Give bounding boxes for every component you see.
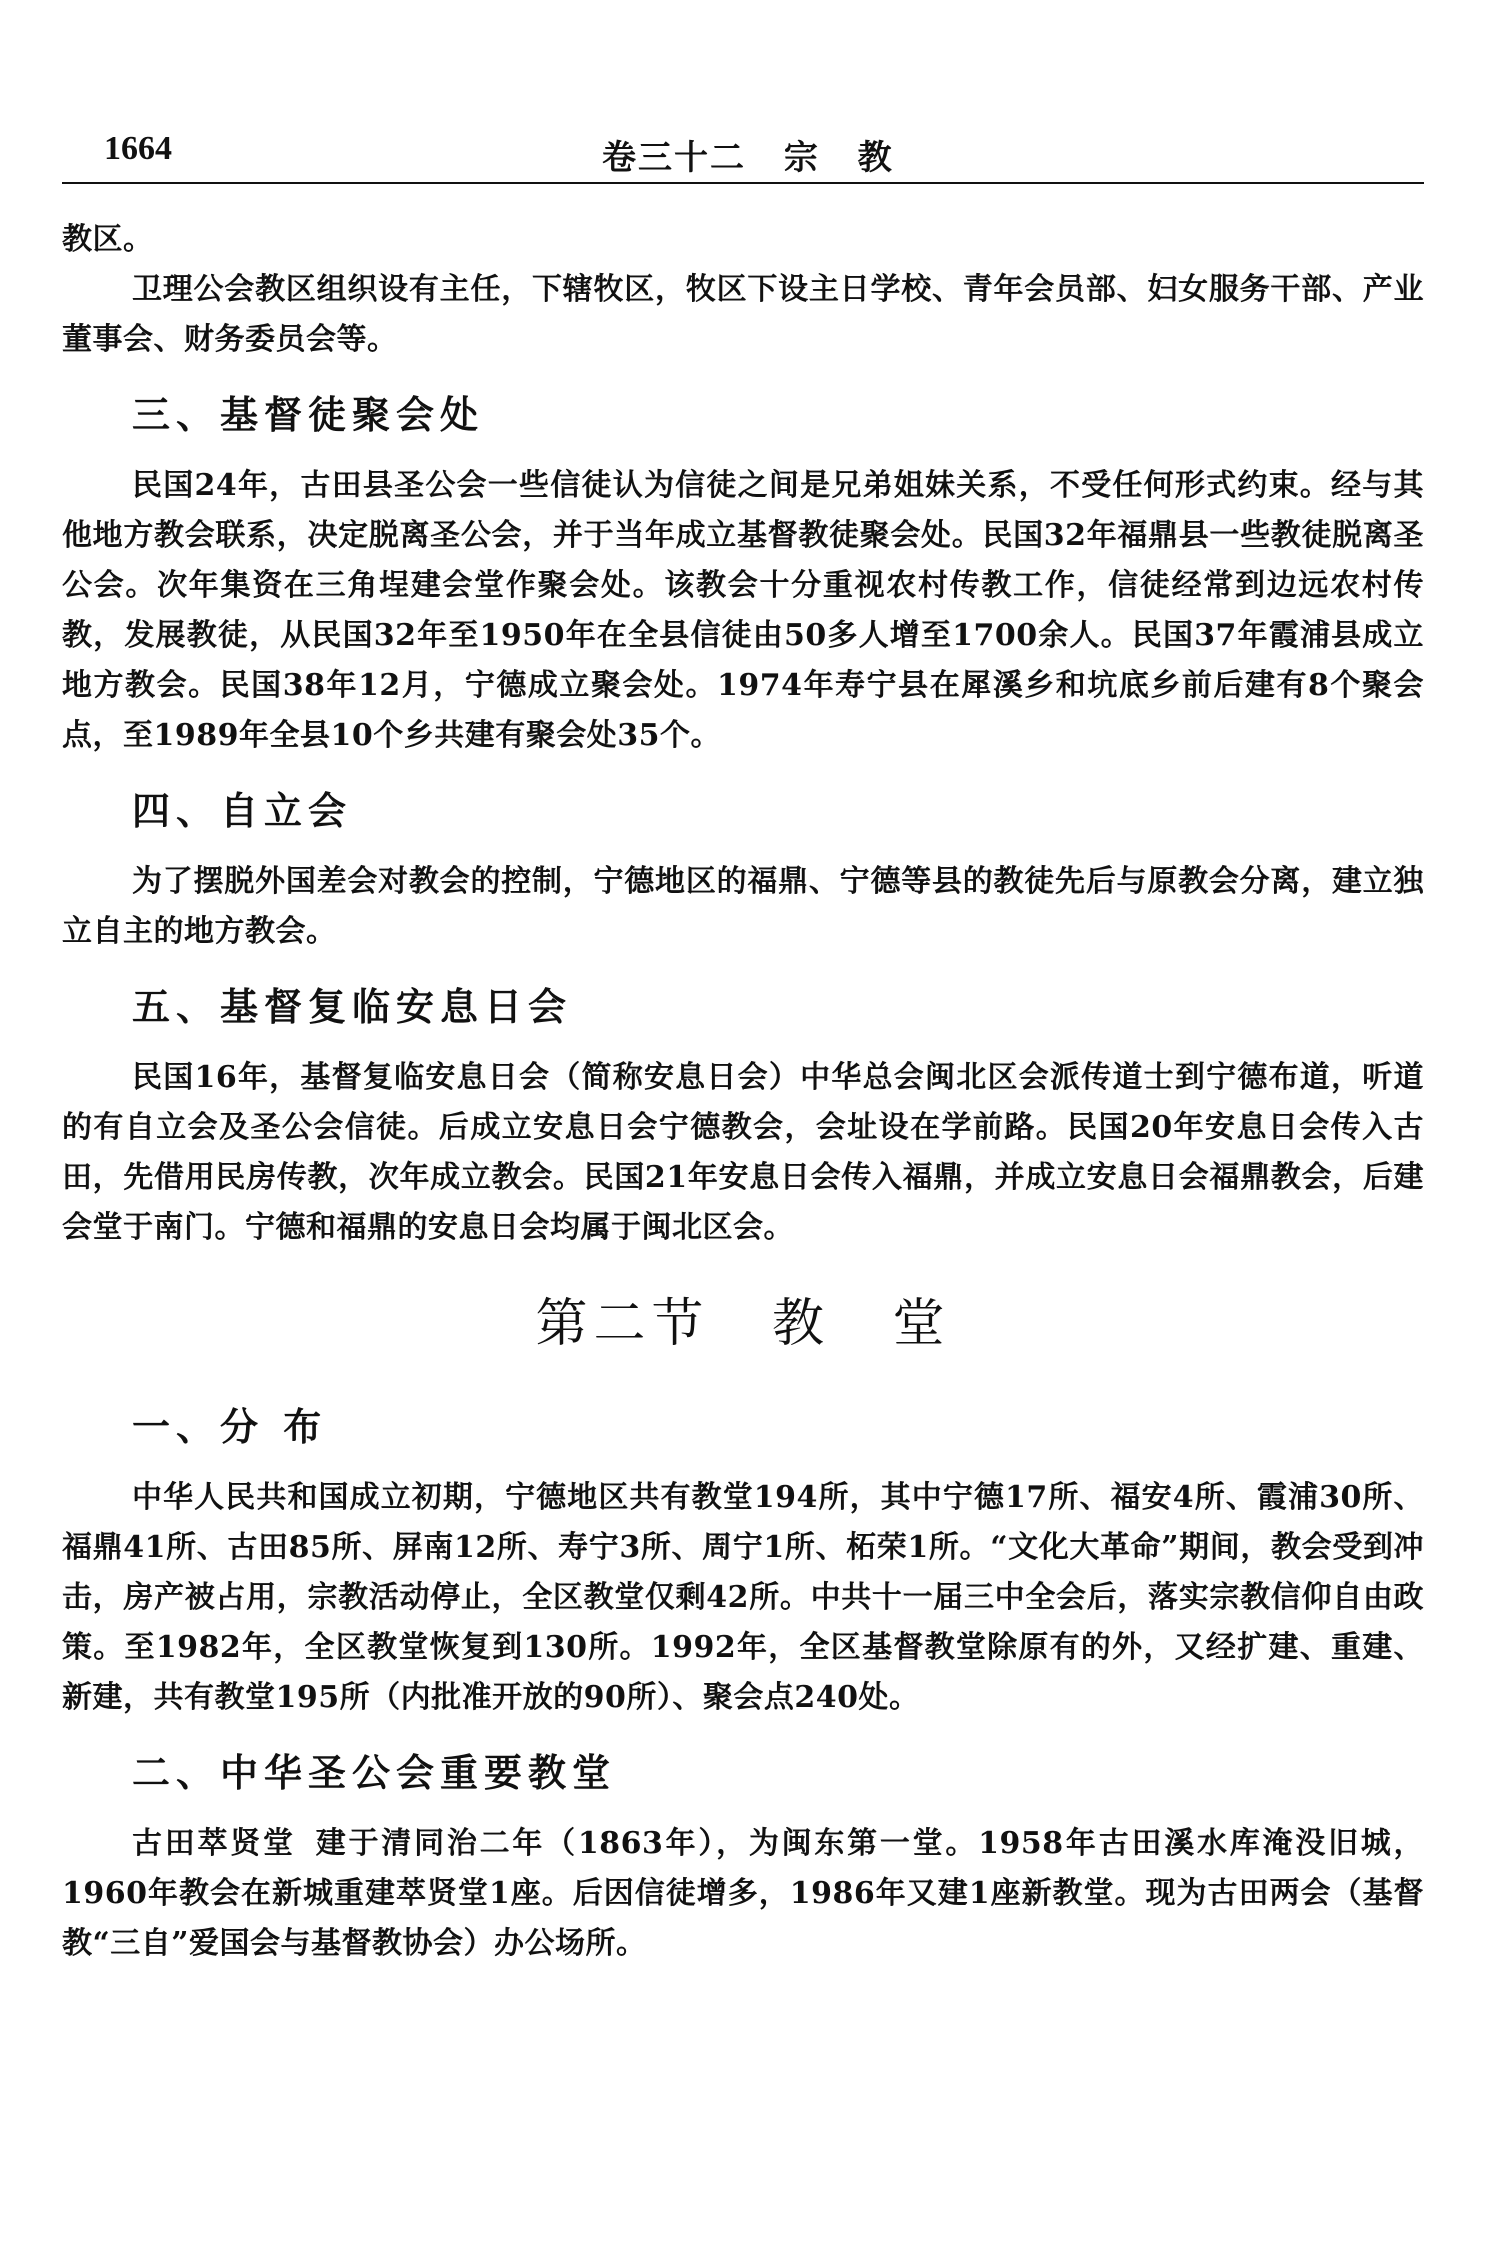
section-heading-4: 四、自立会 bbox=[132, 788, 353, 833]
paragraph-intro: 卫理公会教区组织设有主任，下辖牧区，牧区下设主日学校、青年会员部、妇女服务干部、产业董事会、财务委员会等。 bbox=[62, 272, 1424, 357]
header-rule bbox=[62, 182, 1424, 184]
chapter-title: 第二节 教 堂 bbox=[535, 1294, 951, 1354]
subsection-heading-2: 二、中华圣公会重要教堂 bbox=[132, 1750, 617, 1795]
subsection-2-paragraph bbox=[62, 1819, 1424, 1969]
running-title: 卷三十二 宗 教 bbox=[602, 138, 894, 178]
page-number: 1664 bbox=[104, 130, 172, 167]
section-4-paragraph: 为了摆脱外国差会对教会的控制，宁德地区的福鼎、宁德等县的教徒先后与原教会分离，建立独立自主的地方教会。 bbox=[62, 864, 1424, 949]
main-content bbox=[62, 215, 1424, 1969]
subsection-1-paragraph: 中华人民共和国成立初期，宁德地区共有教堂194所，其中宁德17所、福安4所、霞浦30所、福鼎41所、古田85所、屏南12所、寿宁3所、周宁1所、柘荣1所。“文化大革命”期间，教会受到冲击，房产被占用，宗教活动停止，全区教堂仅剩42所。中共十一届三中全会后，落实宗教信仰自由政策。至1982年，全区教堂恢复到130所。1992年，全区基督教堂除原有的外，又经扩建、重建、新建，共有教堂195所（内批准开放的90所）、聚会点240处。 bbox=[62, 1480, 1424, 1715]
subsection-heading-1: 一、分 布 bbox=[132, 1404, 328, 1449]
section-5-paragraph: 民国16年，基督复临安息日会（简称安息日会）中华总会闽北区会派传道士到宁德布道，听道的有自立会及圣公会信徒。后成立安息日会宁德教会，会址设在学前路。民国20年安息日会传入古田，先借用民房传教，次年成立教会。民国21年安息日会传入福鼎，并成立安息日会福鼎教会，后建会堂于南门。宁德和福鼎的安息日会均属于闽北区会。 bbox=[62, 1060, 1424, 1245]
entry-lead-term: 古田萃贤堂 bbox=[132, 1826, 296, 1861]
section-heading-5: 五、基督复临安息日会 bbox=[132, 984, 573, 1029]
entry-text: 建于清同治二年（1863年），为闽东第一堂。1958年古田溪水库淹没旧城，1960年教会在新城重建萃贤堂1座。后因信徒增多，1986年又建1座新教堂。现为古田两会（基督教“三自”爱国会与基督教协会）办公场所。 bbox=[62, 1826, 1425, 1961]
page-header bbox=[62, 130, 1422, 180]
paragraph-intro-continuation: 教区。 bbox=[62, 222, 154, 257]
section-3-paragraph: 民国24年，古田县圣公会一些信徒认为信徒之间是兄弟姐妹关系，不受任何形式约束。经与其他地方教会联系，决定脱离圣公会，并于当年成立基督教徒聚会处。民国32年福鼎县一些教徒脱离圣公会。次年集资在三角埕建会堂作聚会处。该教会十分重视农村传教工作，信徒经常到边远农村传教，发展教徒，从民国32年至1950年在全县信徒由50多人增至1700余人。民国37年霞浦县成立地方教会。民国38年12月，宁德成立聚会处。1974年寿宁县在犀溪乡和坑底乡前后建有8个聚会点，至1989年全县10个乡共建有聚会处35个。 bbox=[62, 468, 1424, 753]
section-heading-3: 三、基督徒聚会处 bbox=[132, 392, 485, 437]
